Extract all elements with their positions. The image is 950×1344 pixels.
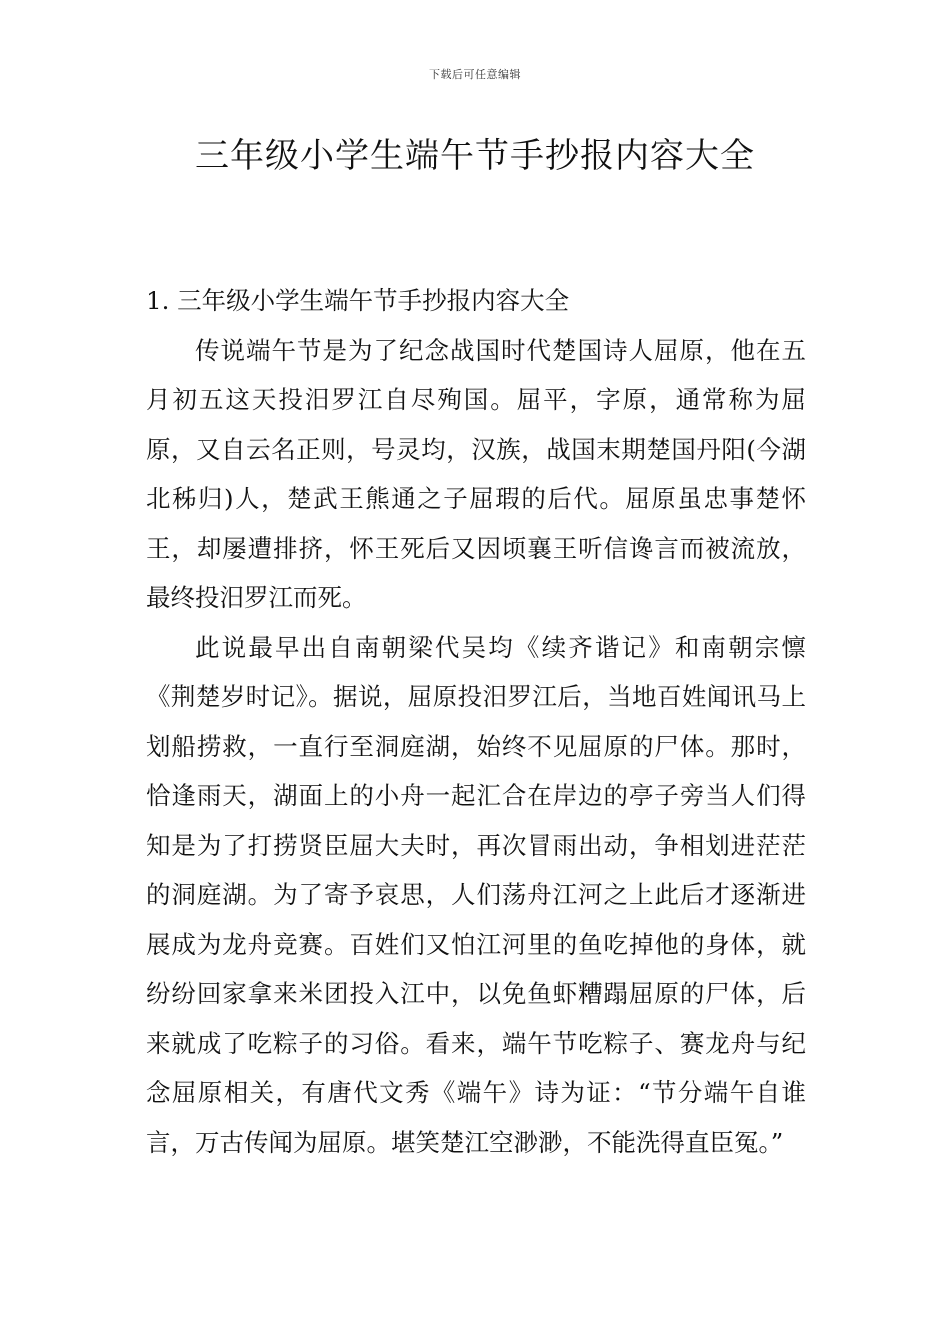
document-title: 三年级小学生端午节手抄报内容大全 [195,136,755,176]
header-note: 下载后可任意编辑 [429,68,521,81]
paragraph-legend: 传说端午节是为了纪念战国时代楚国诗人屈原，他在五月初五这天投汨罗江自尽殉国。屈平，字原，通常称为屈原，又自云名正则，号灵均，汉族，战国末期楚国丹阳(今湖北秭归)人，楚武王熊通之子屈瑕的后代。屈原虽忠事楚怀王，却屡遭排挤，怀王死后又因顷襄王听信谗言而被流放，最终投汨罗江而死。 [146,335,806,612]
document-body [146,276,806,1167]
section-heading: 1. 三年级小学生端午节手抄报内容大全 [146,286,570,315]
paragraph-origin: 此说最早出自南朝梁代吴均《续齐谐记》和南朝宗懔《荆楚岁时记》。据说，屈原投汨罗江后，当地百姓闻讯马上划船捞救，一直行至洞庭湖，始终不见屈原的尸体。那时，恰逢雨天，湖面上的小舟一起汇合在岸边的亭子旁当人们得知是为了打捞贤臣屈大夫时，再次冒雨出动，争相划进茫茫的洞庭湖。为了寄予哀思，人们荡舟江河之上此后才逐渐进展成为龙舟竞赛。百姓们又怕江河里的鱼吃掉他的身体，就纷纷回家拿来米团投入江中，以免鱼虾糟蹋屈原的尸体，后来就成了吃粽子的习俗。看来，端午节吃粽子、赛龙舟与纪念屈原相关，有唐代文秀《端午》诗为证：“节分端午自谁言，万古传闻为屈原。堪笑楚江空渺渺，不能洗得直臣冤。” [146,632,806,1157]
